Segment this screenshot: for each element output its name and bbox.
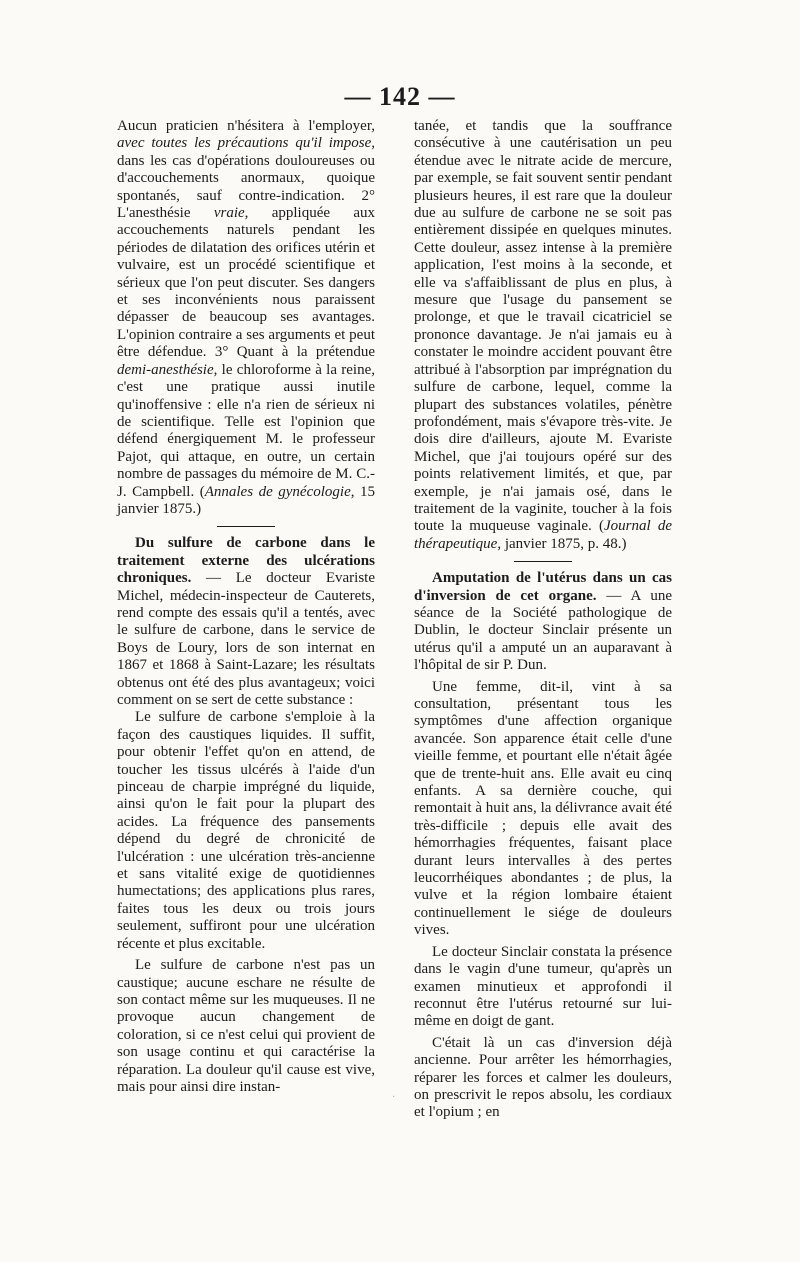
left-column [117,118,375,1096]
paragraph: tanée, et tandis que la souffrance consécutive à une cautérisation un peu étendue avec le nitrate acide de mercure, par exemple, se fait souvent sentir pendant plusieurs heures, il est rare que la douleur due au sulfure de carbone ne se soit pas entièrement dissipée en quelques minutes. Cette douleur, assez intense à la première application, l'est moins à la seconde, et elle va s'affaiblissant de plus en plus, à mesure que l'usage du pansement se prolonge, et que le travail cicatriciel se prononce davantage. Je n'ai jamais eu à constater le moindre accident pouvant être attribué à l'absorption par imprégnation du sulfure de carbone, lequel, comme la plupart des substances volatiles, pénètre profondément, mais s'évapore très-vite. Je dois dire d'ailleurs, ajoute M. Evariste Michel, que j'ai toujours opéré sur des points relativement limités, et que, par exemple, je n'ai jamais osé, dans le traitement de la vaginite, toucher à la fois toute la muqueuse vaginale. (Journal de thérapeutique, janvier 1875, p. 48.) [414,118,672,552]
page-number: — 142 — [344,82,456,111]
paragraph: Le sulfure de carbone s'emploie à la façon des caustiques liquides. Il suffit, pour obtenir l'effet qu'on en attend, de toucher les tissus ulcérés à l'aide d'un pinceau de charpie imprégné du liquide, ainsi qu'on le fait pour la plupart des acides. La fréquence des pansements dépend du degré de chronicité de l'ulcération : une ulcération très-ancienne et sans vitalité exige de quotidiennes humectations; des applications plus rares, faites tous les deux ou trois jours seulement, suffiront pour une ulcération récente et plus excitable. [117,709,375,952]
journal-citation: Annales de gynécologie [204,483,351,500]
italic-emphasis: vraie [213,205,245,222]
paragraph: Le docteur Sinclair constata la présence dans le vagin d'une tumeur, qu'après un examen minutieux et approfondi il reconnut être l'utérus retourné sur lui-même en doigt de gant. [414,943,672,1030]
italic-emphasis: avec toutes les précautions qu'il impose [117,135,372,152]
paragraph: Amputation de l'utérus dans un cas d'inversion de cet organe. — A une séance de la Société pathologique de Dublin, le docteur Sinclair présente un utérus qu'il a amputé un an auparavant à l'hôpital de sir P. Dun. [414,570,672,674]
italic-emphasis: demi-anesthésie [117,361,214,378]
section-divider [217,526,275,527]
journal-citation: Journal de thérapeutique [414,518,672,552]
section-divider [514,561,572,562]
gutter-mark: · [392,1092,396,1103]
paragraph: Le sulfure de carbone n'est pas un caustique; aucune eschare ne résulte de son contact même sur les muqueuses. Il ne provoque aucun changement de coloration, si ce n'est celui qui provient de son usage continu et qui caractérise la réparation. La douleur qu'il cause est vive, mais pour ainsi dire instan- [117,957,375,1095]
paragraph: C'était là un cas d'inversion déjà ancienne. Pour arrêter les hémorrhagies, réparer les forces et calmer les douleurs, on prescrivit le repos absolu, les cordiaux et l'opium ; en [414,1034,672,1121]
right-column [414,118,672,1122]
paragraph: Une femme, dit-il, vint à sa consultation, présentant tous les symptômes d'une affection organique avancée. Son apparence était celle d'une vieille femme, et pourtant elle n'était âgée que de trente-huit ans. Elle avait eu cinq enfants. A sa dernière couche, qui remontait à huit ans, la délivrance avait été très-difficile ; depuis elle avait des hémorrhagies fréquentes, faisant place durant leurs intervalles à des pertes leucorrhéiques abondantes ; de plus, la vulve et la région lombaire étaient continuellement le siége de douleurs vives. [414,678,672,939]
paragraph: Aucun praticien n'hésitera à l'employer, avec toutes les précautions qu'il impose, dans les cas d'opérations douloureuses ou d'accouchements anormaux, quoique spontanés, sauf contre-indication. 2° L'anesthésie vraie, appliquée aux accouchements naturels pendant les périodes de dilatation des orifices utérin et vulvaire, est un procédé scientifique et sérieux que l'on peut discuter. Ses dangers et ses inconvénients nous paraissent dépasser de beaucoup ses avantages. L'opinion contraire a ses arguments et peut être défendue. 3° Quant à la prétendue demi-anesthésie, le chloroforme à la reine, c'est une pratique aussi inutile qu'inoffensive : elle n'a rien de sérieux ni de scientifique. Telle est l'opinion que défend énergiquement M. le professeur Pajot, qui attaque, en outre, un certain nombre de passages du mémoire de M. C.-J. Campbell. (Annales de gynécologie, 15 janvier 1875.) [117,118,376,517]
paragraph: Du sulfure de carbone dans le traitement externe des ulcérations chroniques. — Le docteur Evariste Michel, médecin-inspecteur de Cauterets, rend compte des essais qu'il a tentés, avec le sulfure de carbone, dans le service de Boys de Loury, lors de son internat en 1867 et 1868 à Saint-Lazare; les résultats obtenus ont été des plus avantageux; voici comment on se sert de cette substance : [117,535,375,708]
section-heading: Amputation de l'utérus dans un cas d'inversion de cet organe. [414,570,672,604]
section-heading: Du sulfure de carbone dans le traitement externe des ulcérations chroniques. [117,535,375,587]
